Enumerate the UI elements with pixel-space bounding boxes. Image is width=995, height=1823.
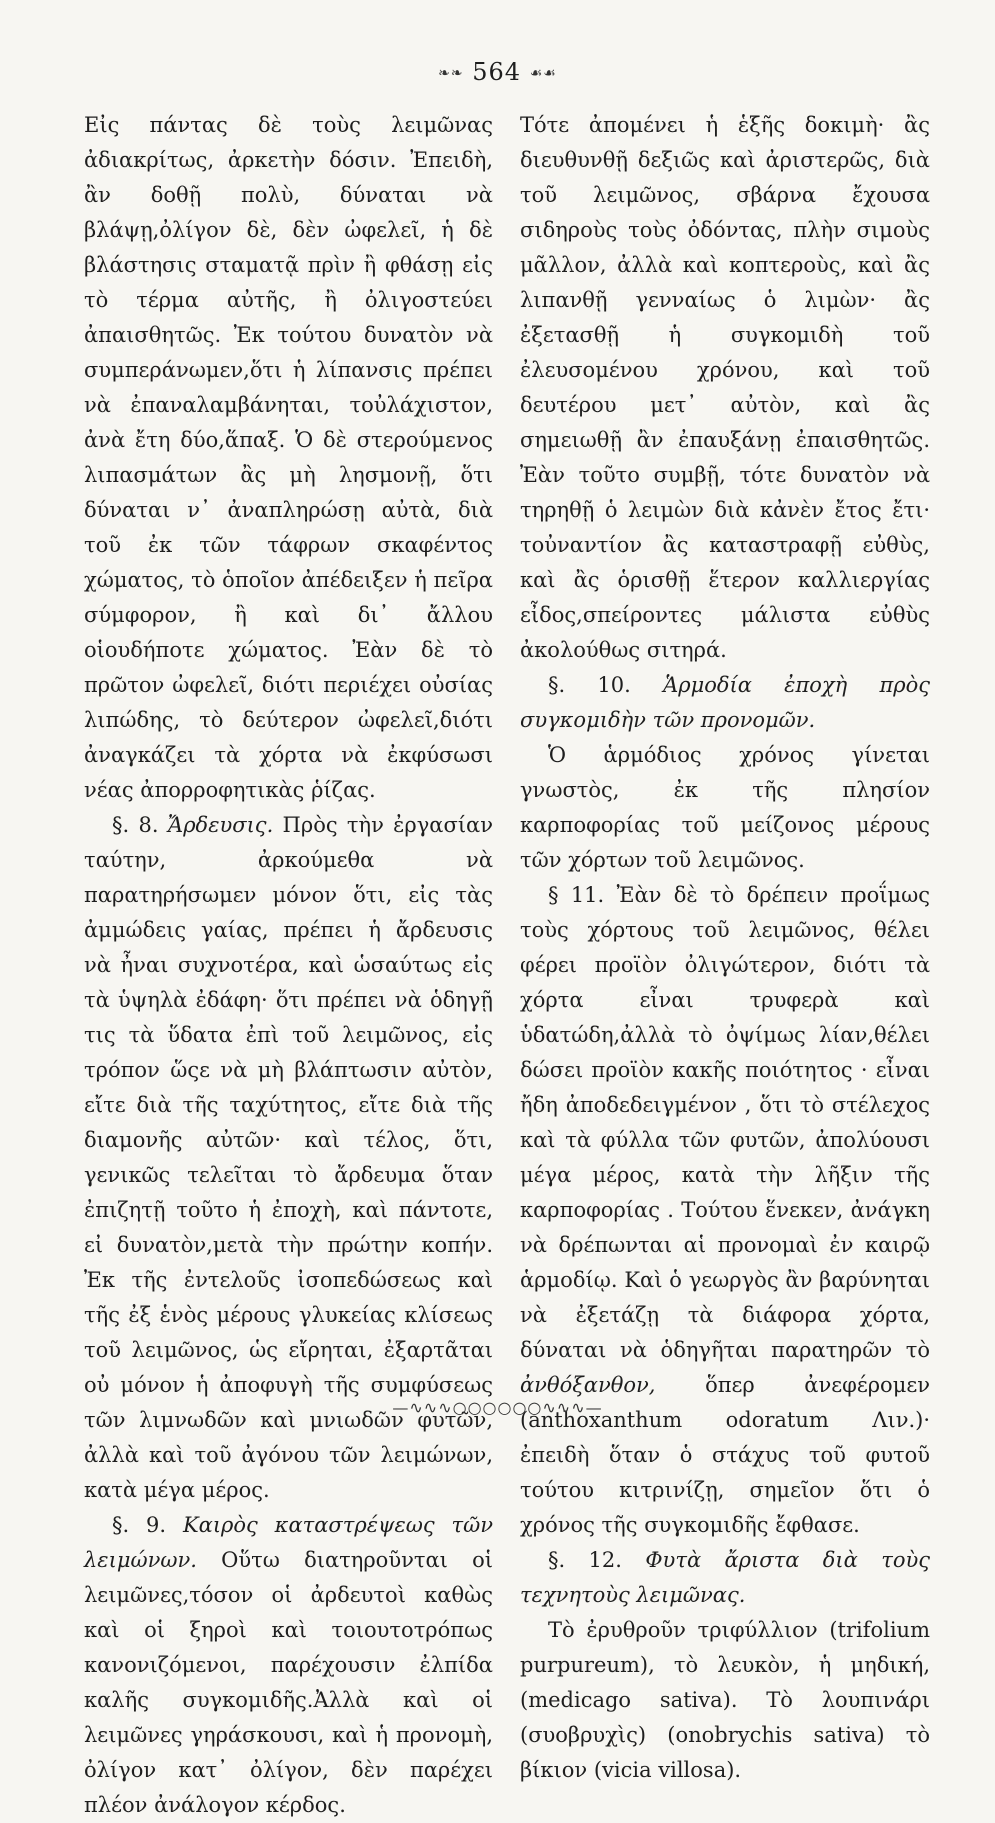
page-header [0,58,995,86]
ornament-right: ☙☙ [529,65,557,82]
paragraph-fertilizing: Εἰς πάντας δὲ τοὺς λειμῶνας ἀδιακρίτως, ἀρκετὴν δόσιν. Ἐπειδὴ, ἂν δοθῇ πολὺ, δύναται νὰ βλάψῃ,ὀλίγον δὲ, δὲν ὠφελεῖ, ἡ δὲ βλάστησις σταματᾷ πρὶν ἢ φθάσῃ εἰς τὸ τέρμα αὐτῆς, ἢ ὀλιγοστεύει ἀπαισθητῶς. Ἐκ τούτου δυνατὸν νὰ συμπεράνωμεν,ὅτι ἡ λίπανσις πρέπει νὰ ἐπαναλαμβάνηται, τοὐλάχιστον, ἀνὰ ἔτη δύο,ἅπαξ. Ὁ δὲ στερούμενος λιπασμάτων ἂς μὴ λησμονῇ, ὅτι δύναται ν᾽ ἀναπληρώσῃ αὐτὰ, διὰ τοῦ ἐκ τῶν τάφρων σκαφέντος χώματος, τὸ ὁποῖον ἀπέδειξεν ἡ πεῖρα σύμφορον, ἢ καὶ δι᾽ ἄλλου οἱουδήποτε χώματος. Ἐὰν δὲ τὸ πρῶτον ὠφελεῖ, διότι περιέχει οὐσίας λιπώδης, τὸ δεύτερον ὠφελεῖ,διότι ἀναγκάζει τὰ χόρτα νὰ ἐκφύσωσι νέας ἀπορροφητικὰς ῥίζας. [84,113,493,802]
ornament-left: ❧❧ [438,65,464,82]
section-12-text: Τὸ ἐρυθροῦν τριφύλλιον (trifolium purpureum), τὸ λευκὸν, ἡ μηδική, (medicago sativa). Τὸ λουπινάρι (συοβρυχὶς) (onobrychis sativa) τὸ βίκιον (vicia villosa). [520,1618,930,1782]
section-12-heading [520,1543,930,1613]
section-10-text: Ὁ ἁρμόδιος χρόνος γίνεται γνωστὸς, ἐκ τῆς πλησίον καρποφορίας τοῦ μείζονος μέρους τῶν χόρτων τοῦ λειμῶνος. [520,743,930,872]
section-11 [520,878,930,1543]
section-9-label: §. 9. [112,1513,167,1537]
footer-ornament: —∿∿∿○○○○○○∿∿∿— [392,1398,603,1417]
section-12-title: Φυτὰ ἄριστα διὰ τοὺς τεχνητοὺς λειμῶνας. [520,1548,930,1607]
section-11-label: § 11. [548,883,605,907]
section-9 [84,1508,493,1823]
section-11-text2: ὅπερ ἀνεφέρομεν (anthoxanthum odoratum Λιν.)· ἐπειδὴ ὅταν ὁ στάχυς τοῦ φυτοῦ τούτου κιτρινίζῃ, σημεῖον ὅτι ὁ χρόνος τῆς συγκομιδῆς ἔφθασε. [520,1373,930,1537]
section-11-italic: ἀνθόξανθον, [520,1373,656,1397]
section-10-heading [520,668,930,738]
section-8-label: §. 8. [112,813,159,837]
left-column [84,108,493,1823]
section-10-label: §. 10. [548,673,631,697]
section-10-title: Ἁρμοδία ἐποχὴ πρὸς συγκομιδὴν τῶν προνομῶν. [520,673,930,732]
section-9-text: Οὕτω διατηροῦνται οἱ λειμῶνες,τόσον οἱ ἀρδευτοὶ καθὼς καὶ οἱ ξηροὶ καὶ τοιουτοτρόπως κανονιζόμενοι, παρέχουσιν ἐλπίδα καλῆς συγκομιδῆς.Ἀλλὰ καὶ οἱ λειμῶνες γηράσκουσι, καὶ ἡ προνομὴ, ὀλίγον κατ᾽ ὀλίγον, δὲν παρέχει πλέον ἀνάλογον κέρδος. [84,1548,493,1817]
page-number: 564 [472,58,522,86]
section-8-title: Ἄρδευσις. [167,813,274,837]
section-9-title: Καιρὸς καταστρέψεως τῶν λειμώνων. [84,1513,493,1572]
paragraph-renewal: Τότε ἀπομένει ἡ ἑξῆς δοκιμὴ· ἂς διευθυνθῇ δεξιῶς καὶ ἀριστερῶς, διὰ τοῦ λειμῶνος, σβάρνα ἔχουσα σιδηροὺς τοὺς ὀδόντας, πλὴν σιμοὺς μᾶλλον, ἀλλὰ καὶ κοπτεροὺς, καὶ ἂς λιπανθῇ γενναίως ὁ λιμὼν· ἂς ἐξετασθῇ ἡ συγκομιδὴ τοῦ ἐλευσομένου χρόνου, καὶ τοῦ δευτέρου μετ᾽ αὐτὸν, καὶ ἂς σημειωθῇ ἂν ἐπαυξάνῃ ἐπαισθητῶς. Ἐὰν τοῦτο συμβῇ, τότε δυνατὸν νὰ τηρηθῇ ὁ λειμὼν διὰ κἀνὲν ἔτος ἔτι· τοὐναντίον ἂς καταστραφῇ εὐθὺς, καὶ ἂς ὁρισθῇ ἕτερον καλλιεργίας εἶδος,σπείροντες μάλιστα εὐθὺς ἀκολούθως σιτηρά. [520,113,930,662]
section-11-text: Ἐὰν δὲ τὸ δρέπειν προΐμως τοὺς χόρτους τοῦ λειμῶνος, θέλει φέρει προϊὸν ὀλιγώτερον, διότι τὰ χόρτα εἶναι τρυφερὰ καὶ ὑδατώδη,ἀλλὰ τὸ ὀψίμως λίαν,θέλει δώσει προϊὸν κακῆς ποιότητος · εἶναι ἤδη ἀποδεδειγμένον , ὅτι τὸ στέλεχος καὶ τὰ φύλλα τῶν φυτῶν, ἀπολύουσι μέγα μέρος, κατὰ τὴν λῆξιν τῆς καρποφορίας . Τούτου ἕνεκεν, ἀνάγκη νὰ δρέπωνται αἱ προνομαὶ ἐν καιρῷ ἁρμοδίῳ. Καὶ ὁ γεωργὸς ἂν βαρύνηται νὰ ἐξετάζῃ τὰ διάφορα χόρτα, δύναται νὰ ὁδηγῆται παρατηρῶν τὸ [520,883,930,1362]
right-column [520,108,930,1788]
section-12-label: §. 12. [548,1548,622,1572]
section-8-text: Πρὸς τὴν ἐργασίαν ταύτην, ἀρκούμεθα νὰ παρατηρήσωμεν μόνον ὅτι, εἰς τὰς ἀμμώδεις γαίας, πρέπει ἡ ἄρδευσις νὰ ἦναι συχνοτέρα, καὶ ὡσαύτως εἰς τὰ ὑψηλὰ ἐδάφη· ὅτι πρέπει νὰ ὁδηγῇ τις τὰ ὕδατα ἐπὶ τοῦ λειμῶνος, εἰς τρόπον ὥςε νὰ μὴ βλάπτωσιν αὐτὸν, εἴτε διὰ τῆς ταχύτητος, εἴτε διὰ τῆς διαμονῆς αὐτῶν· καὶ τέλος, ὅτι, γενικῶς τελεῖται τὸ ἄρδευμα ὅταν ἐπιζητῇ τοῦτο ἡ ἐποχὴ, καὶ πάντοτε, εἰ δυνατὸν,μετὰ τὴν πρώτην κοπήν. Ἐκ τῆς ἐντελοῦς ἰσοπεδώσεως καὶ τῆς ἐξ ἑνὸς μέρους γλυκείας κλίσεως τοῦ λειμῶνος, ὡς εἴρηται, ἐξαρτᾶται οὐ μόνον ἡ ἀποφυγὴ τῆς συμφύσεως τῶν λιμνωδῶν καὶ μνιωδῶν φυτῶν, ἀλλὰ καὶ τοῦ ἀγόνου τῶν λειμώνων, κατὰ μέγα μέρος. [84,813,494,1502]
